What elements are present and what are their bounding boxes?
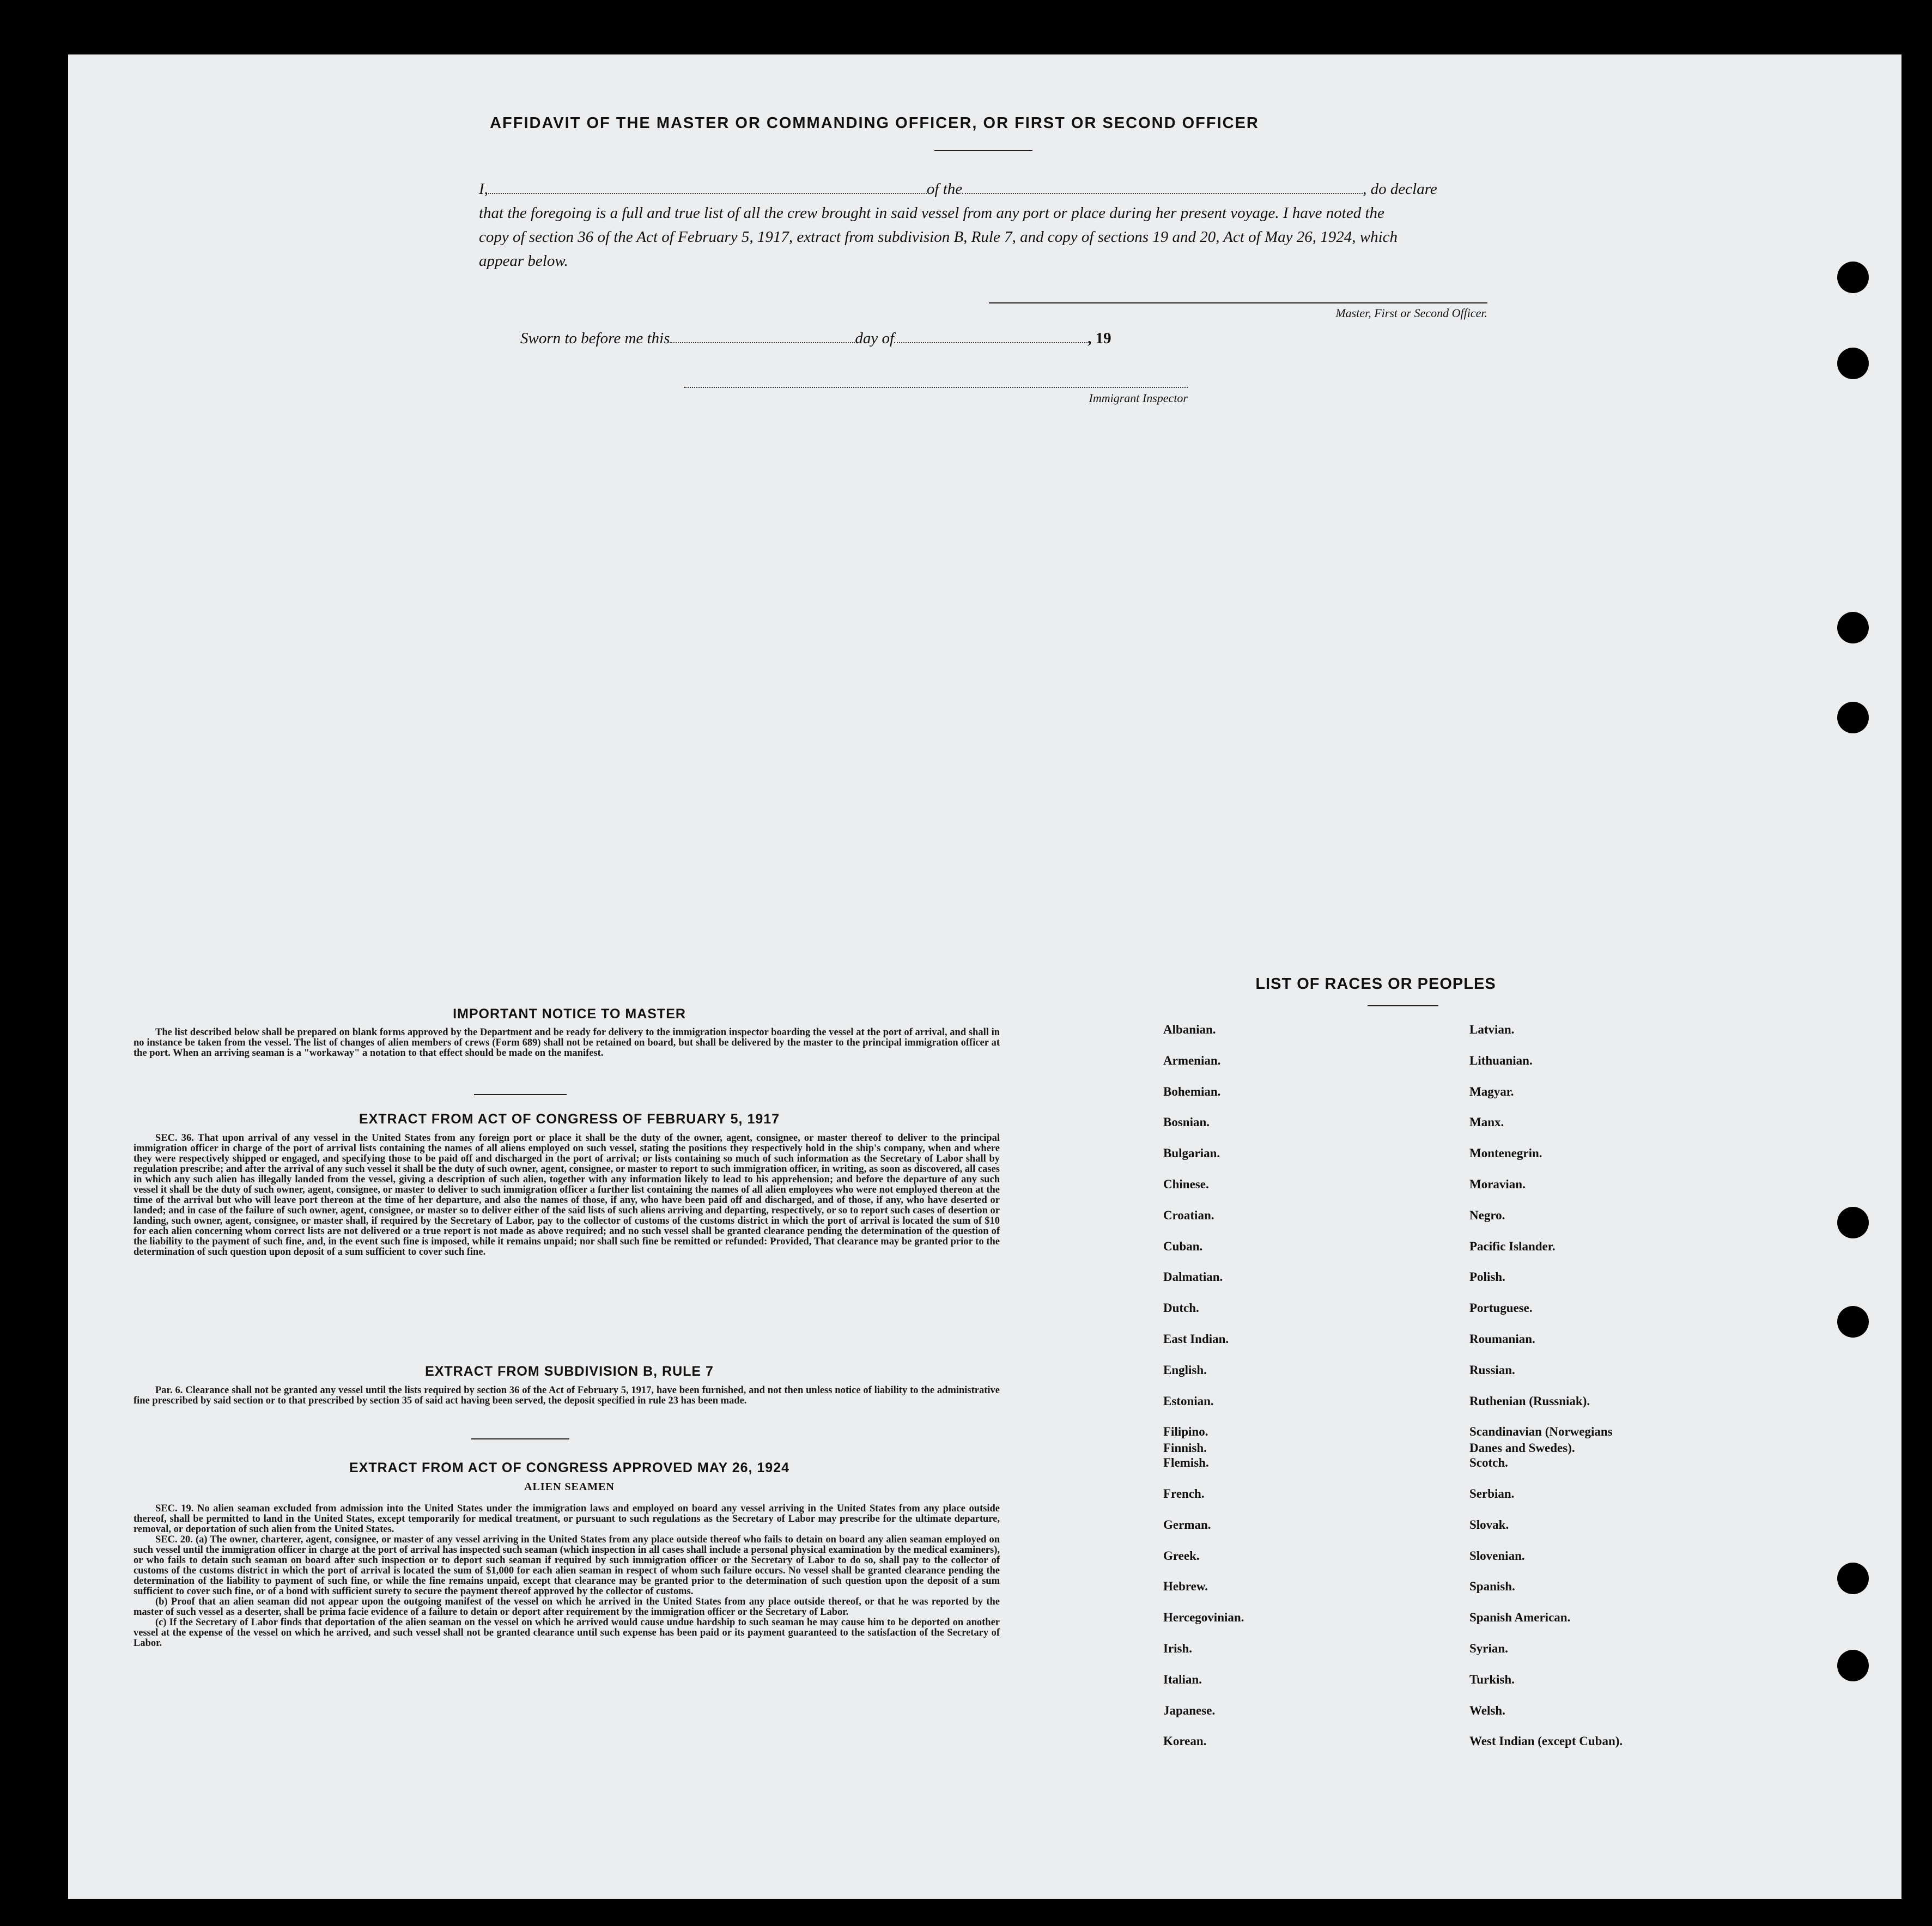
races-left-column bbox=[1163, 1022, 1244, 1764]
race-item: Korean. bbox=[1163, 1734, 1207, 1748]
race-item: Flemish. bbox=[1163, 1456, 1209, 1470]
races-divider bbox=[1368, 1005, 1438, 1006]
sworn-line bbox=[520, 330, 1111, 348]
rule7-text: Par. 6. Clearance shall not be granted any vessel until the lists required by section 36 of the Act of February 5, 1917, have been furnished, and not then unless notice of liability to the administrative fine prescribed by said section or to that prescribed by section 35 of said act having been served, the deposit specified in rule 23 has been made. bbox=[133, 1385, 1000, 1406]
races-title: LIST OF RACES OR PEOPLES bbox=[1255, 975, 1496, 993]
race-item: Scotch. bbox=[1469, 1456, 1508, 1470]
punch-hole bbox=[1837, 1563, 1869, 1594]
affidavit-line4: appear below. bbox=[479, 252, 568, 270]
rule7-divider bbox=[471, 1438, 569, 1439]
race-item: Bohemian. bbox=[1163, 1084, 1221, 1098]
sec19-paragraph: SEC. 19. No alien seaman excluded from admission into the United States under the immigration laws and employed on board any vessel arriving in the United States from any place outside thereof, shall be permitted to land in the United States, except temporarily for medical treatment, or pursuant to such regulations as the Secretary of Labor may prescribe for the ultimate departure, removal, or deportation of such alien from the United States. bbox=[133, 1503, 1000, 1535]
race-item: Moravian. bbox=[1469, 1177, 1526, 1191]
affidavit-text bbox=[479, 177, 1558, 273]
race-item: Armenian. bbox=[1163, 1053, 1221, 1067]
affidavit-line3: copy of section 36 of the Act of February 5, 1917, extract from subdivision B, Rule 7, and copy of sections 19 and 20, Act of May 26, 1924, which bbox=[479, 228, 1398, 246]
notice-text: The list described below shall be prepared on blank forms approved by the Department and be ready for delivery to the immigration inspector boarding the vessel at the port of arrival, and shall in no instance be taken from the vessel. The list of changes of alien members of crews (Form 689) shall not be retained on board, but shall be delivered by the master to the principal immigration officer at the port. When an arriving seaman is a "workaway" a notation to that effect should be made on the manifest. bbox=[133, 1027, 1000, 1059]
act1917-text: SEC. 36. That upon arrival of any vessel in the United States from any foreign port or place it shall be the duty of the owner, agent, consignee, or master thereof to deliver to the principal immigration officer in charge of the port of arrival lists containing the names of all aliens employed on such vessel, stating the positions they respectively hold in the ship's company, when and where they were respectively shipped or engaged, and specifying those to be paid off and discharged in the port of arrival; or lists containing so much of such information as the Secretary of Labor shall by regulation prescribe; and after the arrival of any such vessel it shall be the duty of such owner, agent, consignee, or master to report to such immigration officer, in writing, as soon as discovered, all cases in which any such alien has illegally landed from the vessel, giving a description of such alien, together with any information likely to lead to his apprehension; and before the departure of any such vessel it shall be the duty of such owner, agent, consignee, or master to deliver to such immigration officer a further list containing the names of all alien employees who were not employed thereon at the time of the arrival but who will leave port thereon at the time of her departure, and also the names of those, if any, who have been paid off and discharged, and of those, if any, who have deserted or landed; and in case of the failure of such owner, agent, consignee, or master so to deliver either of the said lists of such aliens arriving and departing, respectively, or so to report such cases of desertion or landing, such owner, agent, consignee, or master shall, if required by the Secretary of Labor, pay to the collector of customs of the customs district in which the port of arrival is located the sum of $10 for each alien concerning whom correct lists are not delivered or a true report is not made as above required; and no such vessel shall be granted clearance pending the determination of the question of the liability to the payment of such fine, and, in the event such fine is imposed, while it remains unpaid; nor shall such fine be remitted or refunded: Provided, That clearance may be granted prior to the determination of such question upon deposit of a sum sufficient to cover such fine. bbox=[133, 1133, 1000, 1257]
race-item: Dutch. bbox=[1163, 1301, 1199, 1315]
race-item: Estonian. bbox=[1163, 1394, 1214, 1408]
race-item: Ruthenian (Russniak). bbox=[1469, 1394, 1590, 1408]
race-item: Slovak. bbox=[1469, 1517, 1509, 1532]
act1924-subtitle: ALIEN SEAMEN bbox=[524, 1481, 615, 1493]
race-item: Negro. bbox=[1469, 1208, 1505, 1222]
master-signature-caption: Master, First or Second Officer. bbox=[1335, 306, 1487, 320]
inspector-caption: Immigrant Inspector bbox=[1089, 391, 1188, 405]
race-item: Portuguese. bbox=[1469, 1301, 1533, 1315]
sec20b-paragraph: (b) Proof that an alien seaman did not appear upon the outgoing manifest of the vessel on which he arrived in the United States from any place outside thereof, or that he was reported by the master of such vessel as a deserter, shall be prima facie evidence of a failure to detain or deport after requirement by the immigration officer or the Secretary of Labor. bbox=[133, 1596, 1000, 1618]
sec20c-paragraph: (c) If the Secretary of Labor finds that deportation of the alien seaman on the vessel on which he arrived would cause undue hardship to such seaman he may cause him to be deported on another vessel at the expense of the vessel on which he arrived, and such vessel shall not be granted clearance until such expense has been paid or its payment guaranteed to the satisfaction of the Secretary of Labor. bbox=[133, 1617, 1000, 1649]
document-page bbox=[68, 54, 1901, 1899]
race-item: Chinese. bbox=[1163, 1177, 1209, 1191]
affidavit-i: I, bbox=[479, 180, 488, 198]
affidavit-title: AFFIDAVIT OF THE MASTER OR COMMANDING OFFICER, OR FIRST OR SECOND OFFICER bbox=[490, 114, 1259, 132]
race-item: Bosnian. bbox=[1163, 1115, 1210, 1129]
sworn-year: , 19 bbox=[1087, 330, 1111, 347]
race-item: German. bbox=[1163, 1517, 1211, 1532]
vessel-blank[interactable] bbox=[962, 181, 1363, 194]
affidavit-do-declare: , do declare bbox=[1363, 180, 1437, 198]
master-signature-line[interactable] bbox=[989, 302, 1487, 303]
affidavit-line2: that the foregoing is a full and true list of all the crew brought in said vessel from any port or place during her present voyage. I have noted the bbox=[479, 204, 1384, 222]
race-item: English. bbox=[1163, 1363, 1207, 1377]
race-item: Syrian. bbox=[1469, 1641, 1508, 1655]
notice-title: IMPORTANT NOTICE TO MASTER bbox=[453, 1006, 686, 1022]
race-item: Hebrew. bbox=[1163, 1579, 1208, 1594]
sworn-day-of: day of bbox=[855, 330, 895, 347]
name-blank[interactable] bbox=[488, 181, 927, 194]
race-item: Spanish. bbox=[1469, 1579, 1515, 1594]
race-item: Cuban. bbox=[1163, 1239, 1203, 1253]
race-item: Magyar. bbox=[1469, 1084, 1514, 1098]
race-item: Albanian. bbox=[1163, 1023, 1216, 1036]
punch-hole bbox=[1837, 348, 1869, 379]
race-item: Dalmatian. bbox=[1163, 1270, 1223, 1284]
race-item: Greek. bbox=[1163, 1548, 1200, 1563]
race-item: Japanese. bbox=[1163, 1703, 1216, 1717]
race-item: Montenegrin. bbox=[1469, 1146, 1542, 1161]
race-item: Spanish American. bbox=[1469, 1611, 1571, 1625]
punch-hole bbox=[1837, 1650, 1869, 1681]
race-item: Pacific Islander. bbox=[1469, 1239, 1556, 1253]
punch-hole bbox=[1837, 1207, 1869, 1238]
race-item: Croatian. bbox=[1163, 1208, 1214, 1222]
race-item: Slovenian. bbox=[1469, 1548, 1525, 1563]
sec20a-paragraph: SEC. 20. (a) The owner, charterer, agent, consignee, or master of any vessel arriving in the United States from any place outside thereof who fails to detain on board any alien seaman employed on such vessel until the immigration officer in charge at the port of arrival has inspected such seaman (which inspection in all cases shall include a personal physical examination by the medical examiners), or who fails to detain such seaman on board after such inspection or to deport such seaman if required by such immigration officer or the Secretary of Labor to do so, shall pay to the collector of customs of the customs district in which the port of arrival is located the sum of $1,000 for each alien seaman in respect of whom such failure occurs. No vessel shall be granted clearance pending the determination of the liability to payment of such fine, or while the fine remains unpaid, except that clearance may be granted prior to the determination of such question upon the deposit of a sum sufficient to cover such fine, or of a bond with sufficient surety to secure the payment thereof approved by the collector of customs. bbox=[133, 1534, 1000, 1597]
race-item: Irish. bbox=[1163, 1641, 1193, 1655]
sworn-month-blank[interactable] bbox=[894, 330, 1087, 343]
race-item: Bulgarian. bbox=[1163, 1146, 1220, 1161]
race-item: Polish. bbox=[1469, 1270, 1505, 1284]
affidavit-of-the: of the bbox=[926, 180, 963, 198]
title-divider bbox=[934, 150, 1032, 151]
act1917-title: EXTRACT FROM ACT OF CONGRESS OF FEBRUARY 5, 1917 bbox=[359, 1111, 780, 1127]
race-item: French. bbox=[1163, 1486, 1205, 1500]
race-item: Turkish. bbox=[1469, 1672, 1515, 1686]
race-item: West Indian (except Cuban). bbox=[1469, 1734, 1623, 1748]
sworn-prefix: Sworn to before me this bbox=[520, 330, 670, 347]
race-item: Italian. bbox=[1163, 1672, 1202, 1686]
race-item: East Indian. bbox=[1163, 1332, 1229, 1346]
race-item: Scandinavian (Norwegians Danes and Swedes). bbox=[1469, 1425, 1613, 1455]
act1924-title: EXTRACT FROM ACT OF CONGRESS APPROVED MAY 26, 1924 bbox=[349, 1460, 790, 1475]
sworn-date-blank[interactable] bbox=[670, 330, 855, 343]
race-item: Roumanian. bbox=[1469, 1332, 1535, 1346]
inspector-signature-line[interactable] bbox=[684, 387, 1188, 388]
punch-hole bbox=[1837, 612, 1869, 643]
race-item: Lithuanian. bbox=[1469, 1053, 1533, 1067]
race-item: Hercegovinian. bbox=[1163, 1611, 1244, 1625]
races-right-column bbox=[1469, 1022, 1623, 1764]
punch-hole bbox=[1837, 1306, 1869, 1338]
race-item: Filipino. Finnish. bbox=[1163, 1425, 1208, 1455]
rule7-title: EXTRACT FROM SUBDIVISION B, RULE 7 bbox=[425, 1364, 714, 1379]
notice-divider bbox=[474, 1094, 567, 1095]
punch-hole bbox=[1837, 262, 1869, 293]
act1924-text bbox=[133, 1504, 1000, 1649]
race-item: Welsh. bbox=[1469, 1703, 1505, 1717]
punch-hole bbox=[1837, 702, 1869, 733]
race-item: Serbian. bbox=[1469, 1486, 1515, 1500]
race-item: Manx. bbox=[1469, 1115, 1504, 1129]
race-item: Russian. bbox=[1469, 1363, 1515, 1377]
race-item: Latvian. bbox=[1469, 1023, 1515, 1036]
